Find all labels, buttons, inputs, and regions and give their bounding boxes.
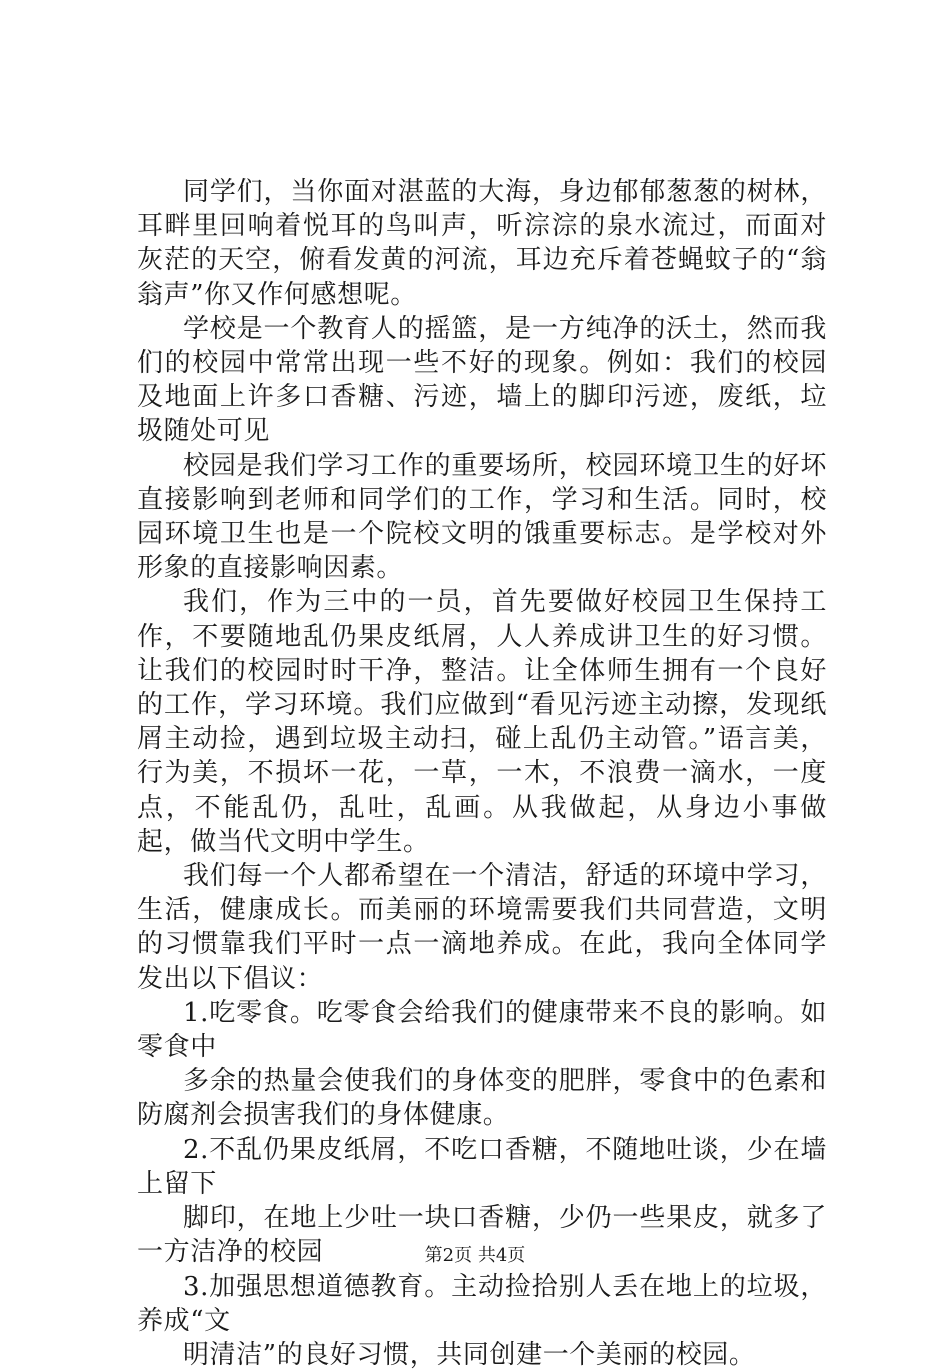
paragraph-school: 学校是一个教育人的摇篮，是一方纯净的沃土，然而我们的校园中常常出现一些不好的现象。例如：我们的校园及地面上许多口香糖、污迹，墙上的脚印污迹，废纸，垃圾随处可见 bbox=[137, 313, 827, 447]
paragraph-proposal: 我们每一个人都希望在一个清洁，舒适的环境中学习，生活，健康成长。而美丽的环境需要我们共同营造，文明的习惯靠我们平时一点一滴地养成。在此，我向全体同学发出以下倡议： bbox=[137, 861, 827, 994]
paragraph-item-1-cont: 多余的热量会使我们的身体变的肥胖，零食中的色素和防腐剂会损害我们的身体健康。 bbox=[137, 1066, 827, 1131]
paragraph-item-2-cont: 脚印，在地上少吐一块口香糖，少仍一些果皮，就多了一方洁净的校园 bbox=[137, 1203, 827, 1268]
paragraph-we: 我们，作为三中的一员，首先要做好校园卫生保持工作，不要随地乱仍果皮纸屑，人人养成讲卫生的好习惯。让我们的校园时时干净，整洁。让全体师生拥有一个良好的工作，学习环境。我们应做到“看见污迹主动擦，发现纸屑主动捡，遇到垃圾主动扫，碰上乱仍主动管。”语言美，行为美，不损坏一花，一草，一木，不浪费一滴水，一度点，不能乱仍，乱吐，乱画。从我做起，从身边小事做起，做当代文明中学生。 bbox=[137, 587, 827, 857]
paragraph-item-2: 2.不乱仍果皮纸屑，不吃口香糖，不随地吐谈，少在墙上留下 bbox=[137, 1134, 827, 1199]
paragraph-item-3: 3.加强思想道德教育。主动捡拾别人丢在地上的垃圾，养成“文 bbox=[137, 1271, 827, 1336]
page-footer: 第2页 共4页 bbox=[424, 1245, 526, 1266]
paragraph-item-3-cont: 明清洁”的良好习惯，共同创建一个美丽的校园。 bbox=[183, 1339, 756, 1370]
paragraph-campus: 校园是我们学习工作的重要场所，校园环境卫生的好坏直接影响到老师和同学们的工作，学习和生活。同时，校园环境卫生也是一个院校文明的饿重要标志。是学校对外形象的直接影响因素。 bbox=[137, 450, 827, 584]
paragraph-item-1: 1.吃零食。吃零食会给我们的健康带来不良的影响。如零食中 bbox=[137, 997, 827, 1063]
paragraph-intro: 同学们，当你面对湛蓝的大海，身边郁郁葱葱的树林，耳畔里回响着悦耳的鸟叫声，听淙淙的泉水流过，而面对灰茫的天空，俯看发黄的河流，耳边充斥着苍蝇蚊子的“翁翁声”你又作何感想呢。 bbox=[137, 177, 827, 310]
document-body bbox=[137, 175, 827, 1372]
